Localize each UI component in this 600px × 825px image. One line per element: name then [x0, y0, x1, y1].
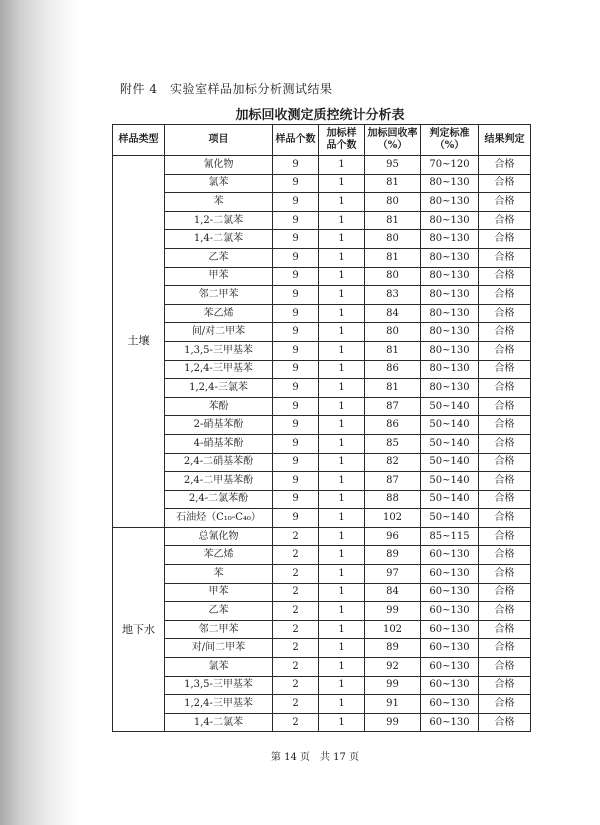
spike-count-cell: 1 — [319, 434, 365, 453]
header-spike-count — [319, 125, 365, 156]
recovery-rate-cell: 80 — [365, 230, 421, 249]
table-title: 加标回收测定质控统计分析表 — [235, 108, 405, 123]
recovery-rate-cell: 88 — [365, 490, 421, 509]
recovery-rate-cell: 102 — [365, 509, 421, 528]
standard-cell: 50~140 — [421, 472, 479, 491]
table-row — [113, 602, 531, 621]
recovery-rate-cell: 81 — [365, 379, 421, 398]
sample-count-cell: 9 — [273, 472, 319, 491]
spike-count-cell: 1 — [319, 472, 365, 491]
sample-count-cell: 9 — [273, 156, 319, 175]
spike-count-cell: 1 — [319, 211, 365, 230]
result-cell: 合格 — [479, 193, 531, 212]
result-cell: 合格 — [479, 713, 531, 732]
table-row — [113, 360, 531, 379]
item-cell: 氯苯 — [165, 174, 273, 193]
result-cell: 合格 — [479, 416, 531, 435]
table-row — [113, 434, 531, 453]
sample-count-cell: 9 — [273, 323, 319, 342]
table-row — [113, 453, 531, 472]
header-sample-type: 样品类型 — [113, 125, 165, 156]
spike-count-cell: 1 — [319, 565, 365, 584]
recovery-rate-cell: 87 — [365, 397, 421, 416]
item-cell: 1,2,4-三甲基苯 — [165, 360, 273, 379]
sample-count-cell: 2 — [273, 658, 319, 677]
sample-count-cell: 2 — [273, 565, 319, 584]
standard-cell: 60~130 — [421, 695, 479, 714]
item-cell: 1,2-二氯苯 — [165, 211, 273, 230]
standard-cell: 80~130 — [421, 248, 479, 267]
result-cell: 合格 — [479, 676, 531, 695]
spike-count-cell: 1 — [319, 695, 365, 714]
result-cell: 合格 — [479, 248, 531, 267]
item-cell: 1,2,4-三甲基苯 — [165, 695, 273, 714]
sample-count-cell: 2 — [273, 676, 319, 695]
spike-count-cell: 1 — [319, 676, 365, 695]
sample-count-cell: 2 — [273, 527, 319, 546]
standard-cell: 60~130 — [421, 639, 479, 658]
spike-count-cell: 1 — [319, 341, 365, 360]
item-cell: 4-硝基苯酚 — [165, 434, 273, 453]
item-cell: 乙苯 — [165, 602, 273, 621]
sample-count-cell: 9 — [273, 379, 319, 398]
result-cell: 合格 — [479, 434, 531, 453]
table-row — [113, 695, 531, 714]
sample-count-cell: 2 — [273, 583, 319, 602]
spike-count-cell: 1 — [319, 248, 365, 267]
spike-count-cell: 1 — [319, 397, 365, 416]
sample-count-cell: 2 — [273, 602, 319, 621]
standard-cell: 60~130 — [421, 713, 479, 732]
recovery-rate-cell: 81 — [365, 341, 421, 360]
standard-cell: 60~130 — [421, 565, 479, 584]
header-standard-line2: （%） — [434, 140, 465, 151]
item-cell: 氯苯 — [165, 658, 273, 677]
table-row — [113, 248, 531, 267]
spike-count-cell: 1 — [319, 602, 365, 621]
sample-count-cell: 9 — [273, 230, 319, 249]
standard-cell: 60~130 — [421, 602, 479, 621]
spike-count-cell: 1 — [319, 527, 365, 546]
table-row — [113, 620, 531, 639]
header-spike-count-line1: 加标样 — [326, 128, 357, 139]
recovery-rate-cell: 81 — [365, 211, 421, 230]
result-cell: 合格 — [479, 397, 531, 416]
standard-cell: 80~130 — [421, 193, 479, 212]
spike-count-cell: 1 — [319, 713, 365, 732]
item-cell: 1,2,4-三氯苯 — [165, 379, 273, 398]
standard-cell: 80~130 — [421, 304, 479, 323]
result-cell: 合格 — [479, 174, 531, 193]
recovery-rate-cell: 81 — [365, 174, 421, 193]
recovery-rate-cell: 83 — [365, 286, 421, 305]
recovery-rate-cell: 85 — [365, 434, 421, 453]
result-cell: 合格 — [479, 267, 531, 286]
standard-cell: 60~130 — [421, 676, 479, 695]
sample-count-cell: 9 — [273, 286, 319, 305]
spike-count-cell: 1 — [319, 639, 365, 658]
item-cell: 邻二甲苯 — [165, 620, 273, 639]
item-cell: 1,4-二氯苯 — [165, 230, 273, 249]
standard-cell: 80~130 — [421, 230, 479, 249]
result-cell: 合格 — [479, 509, 531, 528]
table-row — [113, 341, 531, 360]
table-row — [113, 174, 531, 193]
recovery-rate-cell: 92 — [365, 658, 421, 677]
item-cell: 2,4-二硝基苯酚 — [165, 453, 273, 472]
result-cell: 合格 — [479, 546, 531, 565]
recovery-rate-cell: 89 — [365, 639, 421, 658]
table-row — [113, 230, 531, 249]
item-cell: 1,4-二氯苯 — [165, 713, 273, 732]
sample-count-cell: 9 — [273, 434, 319, 453]
sample-type-cell: 地下水 — [113, 527, 165, 732]
recovery-rate-cell: 99 — [365, 602, 421, 621]
spike-count-cell: 1 — [319, 620, 365, 639]
standard-cell: 80~130 — [421, 379, 479, 398]
qc-statistics-table — [112, 124, 531, 732]
sample-count-cell: 9 — [273, 509, 319, 528]
spike-count-cell: 1 — [319, 546, 365, 565]
standard-cell: 80~130 — [421, 360, 479, 379]
spike-count-cell: 1 — [319, 174, 365, 193]
header-item: 项目 — [165, 125, 273, 156]
table-row — [113, 713, 531, 732]
table-row — [113, 565, 531, 584]
header-recovery — [365, 125, 421, 156]
item-cell: 2-硝基苯酚 — [165, 416, 273, 435]
table-row — [113, 639, 531, 658]
sample-count-cell: 9 — [273, 416, 319, 435]
recovery-rate-cell: 96 — [365, 527, 421, 546]
recovery-rate-cell: 91 — [365, 695, 421, 714]
header-standard-line1: 判定标准 — [429, 128, 470, 139]
recovery-rate-cell: 80 — [365, 267, 421, 286]
standard-cell: 85~115 — [421, 527, 479, 546]
sample-count-cell: 9 — [273, 193, 319, 212]
item-cell: 2,4-二氯苯酚 — [165, 490, 273, 509]
result-cell: 合格 — [479, 658, 531, 677]
recovery-rate-cell: 89 — [365, 546, 421, 565]
standard-cell: 60~130 — [421, 583, 479, 602]
item-cell: 2,4-二甲基苯酚 — [165, 472, 273, 491]
item-cell: 苯酚 — [165, 397, 273, 416]
recovery-rate-cell: 86 — [365, 416, 421, 435]
recovery-rate-cell: 99 — [365, 676, 421, 695]
table-row — [113, 472, 531, 491]
header-spike-count-line2: 品个数 — [326, 140, 357, 151]
item-cell: 苯乙烯 — [165, 546, 273, 565]
recovery-rate-cell: 84 — [365, 304, 421, 323]
result-cell: 合格 — [479, 695, 531, 714]
spike-count-cell: 1 — [319, 583, 365, 602]
header-recovery-line2: （%） — [377, 140, 408, 151]
sample-count-cell: 9 — [273, 248, 319, 267]
spike-count-cell: 1 — [319, 379, 365, 398]
result-cell: 合格 — [479, 583, 531, 602]
table-row — [113, 416, 531, 435]
result-cell: 合格 — [479, 304, 531, 323]
result-cell: 合格 — [479, 360, 531, 379]
sample-count-cell: 9 — [273, 211, 319, 230]
sample-count-cell: 2 — [273, 546, 319, 565]
result-cell: 合格 — [479, 527, 531, 546]
item-cell: 甲苯 — [165, 583, 273, 602]
table-row — [113, 304, 531, 323]
item-cell: 氰化物 — [165, 156, 273, 175]
result-cell: 合格 — [479, 286, 531, 305]
standard-cell: 80~130 — [421, 286, 479, 305]
spike-count-cell: 1 — [319, 323, 365, 342]
spike-count-cell: 1 — [319, 156, 365, 175]
sample-count-cell: 9 — [273, 341, 319, 360]
standard-cell: 80~130 — [421, 267, 479, 286]
recovery-rate-cell: 87 — [365, 472, 421, 491]
result-cell: 合格 — [479, 639, 531, 658]
item-cell: 乙苯 — [165, 248, 273, 267]
standard-cell: 60~130 — [421, 546, 479, 565]
sample-count-cell: 9 — [273, 304, 319, 323]
result-cell: 合格 — [479, 230, 531, 249]
item-cell: 间/对二甲苯 — [165, 323, 273, 342]
recovery-rate-cell: 97 — [365, 565, 421, 584]
sample-count-cell: 9 — [273, 174, 319, 193]
table-row — [113, 211, 531, 230]
item-cell: 石油烃（C₁₀-C₄₀） — [165, 509, 273, 528]
standard-cell: 50~140 — [421, 416, 479, 435]
table-row — [113, 379, 531, 398]
item-cell: 苯 — [165, 193, 273, 212]
spike-count-cell: 1 — [319, 453, 365, 472]
result-cell: 合格 — [479, 323, 531, 342]
table-row — [113, 546, 531, 565]
recovery-rate-cell: 86 — [365, 360, 421, 379]
result-cell: 合格 — [479, 211, 531, 230]
standard-cell: 50~140 — [421, 509, 479, 528]
recovery-rate-cell: 81 — [365, 248, 421, 267]
table-row — [113, 527, 531, 546]
standard-cell: 50~140 — [421, 453, 479, 472]
spike-count-cell: 1 — [319, 360, 365, 379]
standard-cell: 50~140 — [421, 397, 479, 416]
spike-count-cell: 1 — [319, 230, 365, 249]
recovery-rate-cell: 80 — [365, 193, 421, 212]
table-row — [113, 286, 531, 305]
result-cell: 合格 — [479, 379, 531, 398]
standard-cell: 80~130 — [421, 174, 479, 193]
sample-count-cell: 2 — [273, 620, 319, 639]
table-row — [113, 156, 531, 175]
sample-count-cell: 2 — [273, 713, 319, 732]
table-row — [113, 193, 531, 212]
header-result: 结果判定 — [479, 125, 531, 156]
table-row — [113, 490, 531, 509]
sample-count-cell: 9 — [273, 397, 319, 416]
sample-type-cell: 土壤 — [113, 156, 165, 528]
result-cell: 合格 — [479, 156, 531, 175]
recovery-rate-cell: 99 — [365, 713, 421, 732]
attachment-heading: 附件 4 实验室样品加标分析测试结果 — [120, 82, 333, 96]
table-row — [113, 676, 531, 695]
recovery-rate-cell: 95 — [365, 156, 421, 175]
standard-cell: 60~130 — [421, 620, 479, 639]
item-cell: 苯 — [165, 565, 273, 584]
table-row — [113, 509, 531, 528]
spike-count-cell: 1 — [319, 416, 365, 435]
spike-count-cell: 1 — [319, 304, 365, 323]
standard-cell: 60~130 — [421, 658, 479, 677]
result-cell: 合格 — [479, 565, 531, 584]
header-recovery-line1: 加标回收率 — [367, 128, 418, 139]
recovery-rate-cell: 80 — [365, 323, 421, 342]
result-cell: 合格 — [479, 453, 531, 472]
result-cell: 合格 — [479, 490, 531, 509]
table-header — [113, 125, 531, 156]
spike-count-cell: 1 — [319, 658, 365, 677]
result-cell: 合格 — [479, 472, 531, 491]
spike-count-cell: 1 — [319, 286, 365, 305]
item-cell: 苯乙烯 — [165, 304, 273, 323]
table-row — [113, 658, 531, 677]
sample-count-cell: 9 — [273, 453, 319, 472]
sample-count-cell: 2 — [273, 695, 319, 714]
sample-count-cell: 9 — [273, 490, 319, 509]
header-sample-count: 样品个数 — [273, 125, 319, 156]
table-row — [113, 583, 531, 602]
sample-count-cell: 9 — [273, 267, 319, 286]
standard-cell: 70~120 — [421, 156, 479, 175]
item-cell: 1,3,5-三甲基苯 — [165, 341, 273, 360]
item-cell: 对/间二甲苯 — [165, 639, 273, 658]
sample-count-cell: 9 — [273, 360, 319, 379]
table-body — [113, 156, 531, 732]
spike-count-cell: 1 — [319, 490, 365, 509]
result-cell: 合格 — [479, 341, 531, 360]
standard-cell: 80~130 — [421, 211, 479, 230]
result-cell: 合格 — [479, 602, 531, 621]
result-cell: 合格 — [479, 620, 531, 639]
spike-count-cell: 1 — [319, 193, 365, 212]
spike-count-cell: 1 — [319, 267, 365, 286]
item-cell: 总氰化物 — [165, 527, 273, 546]
header-standard — [421, 125, 479, 156]
recovery-rate-cell: 84 — [365, 583, 421, 602]
standard-cell: 50~140 — [421, 434, 479, 453]
spike-count-cell: 1 — [319, 509, 365, 528]
standard-cell: 80~130 — [421, 341, 479, 360]
item-cell: 1,3,5-三甲基苯 — [165, 676, 273, 695]
table-row — [113, 397, 531, 416]
standard-cell: 80~130 — [421, 323, 479, 342]
page-number: 第 14 页 共 17 页 — [270, 752, 360, 763]
recovery-rate-cell: 102 — [365, 620, 421, 639]
table-row — [113, 323, 531, 342]
recovery-rate-cell: 82 — [365, 453, 421, 472]
item-cell: 甲苯 — [165, 267, 273, 286]
standard-cell: 50~140 — [421, 490, 479, 509]
table-row — [113, 267, 531, 286]
sample-count-cell: 2 — [273, 639, 319, 658]
item-cell: 邻二甲苯 — [165, 286, 273, 305]
